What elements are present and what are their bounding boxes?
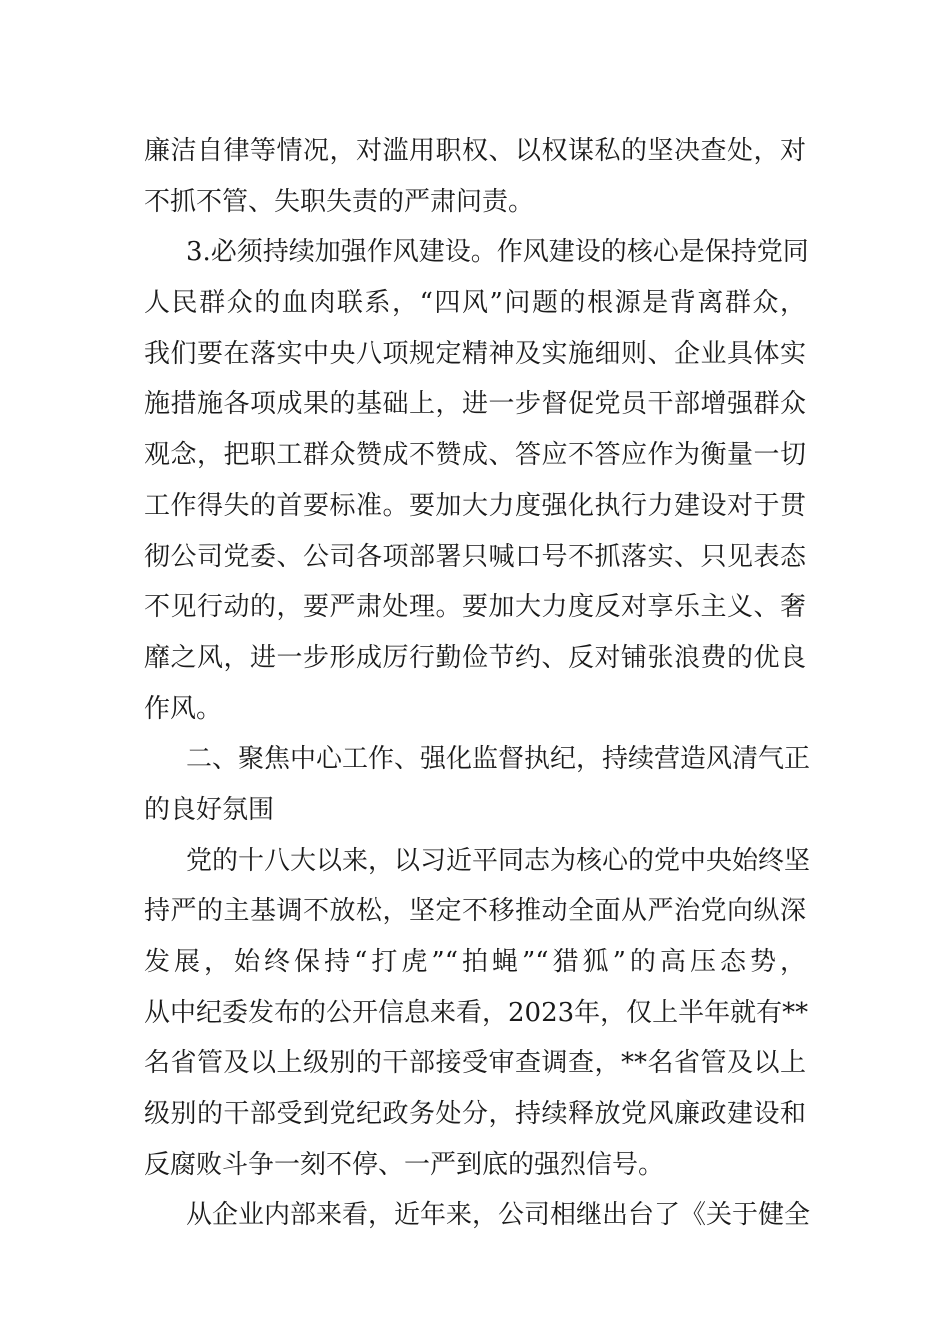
section-heading-line: 的良好氛围 [144, 794, 275, 825]
text-line: 党的十八大以来，以习近平同志为核心的党中央始终坚 [186, 845, 811, 876]
text-line: 3.必须持续加强作风建设。作风建设的核心是保持党同 [186, 237, 809, 268]
text-line: 持严的主基调不放松，坚定不移推动全面从严治党向纵深 [144, 896, 806, 927]
text-line: 人民群众的血肉联系，“四风”问题的根源是背离群众， [144, 288, 806, 319]
text-line: 作风。 [144, 693, 223, 724]
text-line: 工作得失的首要标准。要加大力度强化执行力建设对于贯 [144, 490, 806, 521]
text-line: 不见行动的，要严肃处理。要加大力度反对享乐主义、奢 [144, 592, 806, 623]
text-line: 施措施各项成果的基础上，进一步督促党员干部增强群众 [144, 389, 806, 420]
text-line: 靡之风，进一步形成厉行勤俭节约、反对铺张浪费的优良 [144, 642, 806, 673]
text-line: 我们要在落实中央八项规定精神及实施细则、企业具体实 [144, 338, 806, 369]
text-line: 名省管及以上级别的干部接受审查调查，**名省管及以上 [144, 1048, 806, 1079]
text-line: 发展，始终保持“打虎”“拍蝇”“猎狐”的高压态势， [144, 947, 806, 977]
text-line: 从中纪委发布的公开信息来看，2023年，仅上半年就有** [144, 997, 809, 1028]
text-line: 从企业内部来看，近年来，公司相继出台了《关于健全 [186, 1200, 811, 1231]
text-line: 观念，把职工群众赞成不赞成、答应不答应作为衡量一切 [144, 440, 806, 471]
text-line: 彻公司党委、公司各项部署只喊口号不抓落实、只见表态 [144, 541, 806, 572]
text-line: 不抓不管、失职失责的严肃问责。 [144, 186, 535, 217]
text-line: 级别的干部受到党纪政务处分，持续释放党风廉政建设和 [144, 1099, 806, 1130]
document-body [144, 126, 811, 1241]
text-line: 反腐败斗争一刻不停、一严到底的强烈信号。 [144, 1149, 665, 1180]
section-heading-line: 二、聚焦中心工作、强化监督执纪，持续营造风清气正 [186, 744, 811, 775]
text-line: 廉洁自律等情况，对滥用职权、以权谋私的坚决查处，对 [144, 136, 806, 166]
